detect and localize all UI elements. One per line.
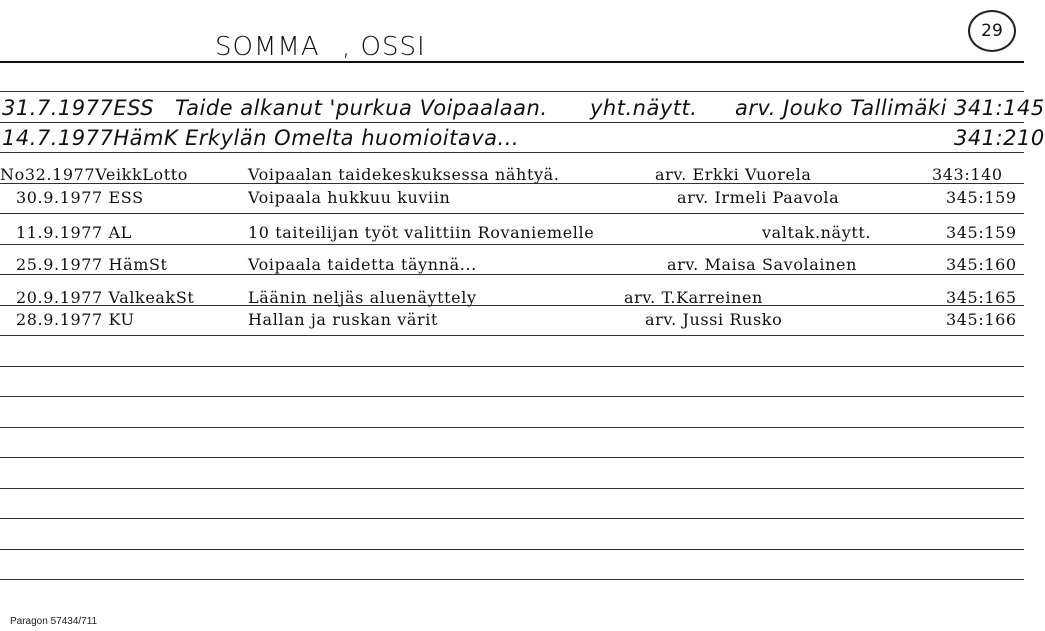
entry-reviewer: arv. Jouko Tallimäki bbox=[735, 96, 947, 120]
ruled-line bbox=[0, 366, 1024, 367]
entry-reviewer: arv. T.Karreinen bbox=[624, 288, 763, 307]
entry-type: yht.näytt. bbox=[590, 96, 698, 120]
entry-ref: 343:140 bbox=[932, 165, 1003, 184]
ruled-line bbox=[0, 518, 1024, 519]
entry-date-source: No32.1977VeikkLotto bbox=[0, 165, 189, 184]
entry-reviewer: arv. Maisa Savolainen bbox=[667, 255, 857, 274]
entry-date-source: 14.7.1977HämK bbox=[2, 126, 179, 150]
header-rule bbox=[0, 61, 1024, 63]
card-number: 29 bbox=[981, 21, 1003, 41]
ruled-line bbox=[0, 152, 1024, 153]
entry-reviewer: valtak.näytt. bbox=[762, 223, 872, 242]
ruled-line bbox=[0, 335, 1024, 336]
entry-ref: 345:159 bbox=[946, 188, 1017, 207]
ruled-line bbox=[0, 457, 1024, 458]
ruled-line bbox=[0, 213, 1024, 214]
ruled-line bbox=[0, 244, 1024, 245]
entry-title: Läänin neljäs aluenäyttely bbox=[248, 288, 477, 307]
card-number-circle bbox=[968, 10, 1016, 52]
entry-title: Erkylän Omelta huomioitava... bbox=[185, 126, 520, 150]
entry-date-source: 25.9.1977 HämSt bbox=[16, 255, 168, 274]
ruled-line bbox=[0, 549, 1024, 550]
entry-title: 10 taiteilijan työt valittiin Rovaniemelle bbox=[248, 223, 595, 242]
entry-date-source: 11.9.1977 AL bbox=[16, 223, 132, 242]
entry-date-source: 31.7.1977ESS bbox=[2, 96, 155, 120]
entry-reviewer: arv. Irmeli Paavola bbox=[677, 188, 840, 207]
entry-ref: 341:210 bbox=[954, 126, 1045, 150]
entry-ref: 341:145 bbox=[954, 96, 1045, 120]
entry-date-source: 28.9.1977 KU bbox=[16, 310, 135, 329]
ruled-line bbox=[0, 91, 1024, 92]
ruled-line bbox=[0, 427, 1024, 428]
card-first-name: , OSSI bbox=[342, 32, 426, 62]
entry-ref: 345:159 bbox=[946, 223, 1017, 242]
entry-title: Hallan ja ruskan värit bbox=[248, 310, 439, 329]
entry-ref: 345:166 bbox=[946, 310, 1017, 329]
entry-date-source: 20.9.1977 ValkeakSt bbox=[16, 288, 195, 307]
entry-title: Taide alkanut 'purkua Voipaalaan. bbox=[175, 96, 548, 120]
entry-reviewer: arv. Jussi Rusko bbox=[645, 310, 783, 329]
ruled-line bbox=[0, 396, 1024, 397]
entry-title: Voipaala taidetta täynnä... bbox=[248, 255, 477, 274]
entry-title: Voipaalan taidekeskuksessa nähtyä. bbox=[248, 165, 560, 184]
entry-date-source: 30.9.1977 ESS bbox=[16, 188, 144, 207]
printer-imprint: Paragon 57434/711 bbox=[10, 616, 98, 627]
entry-reviewer: arv. Erkki Vuorela bbox=[655, 165, 812, 184]
entry-title: Voipaala hukkuu kuviin bbox=[248, 188, 451, 207]
ruled-line bbox=[0, 579, 1024, 580]
ruled-line bbox=[0, 488, 1024, 489]
entry-ref: 345:160 bbox=[946, 255, 1017, 274]
card-surname: SOMMA bbox=[215, 32, 320, 62]
ruled-line bbox=[0, 122, 1024, 123]
entry-ref: 345:165 bbox=[946, 288, 1017, 307]
